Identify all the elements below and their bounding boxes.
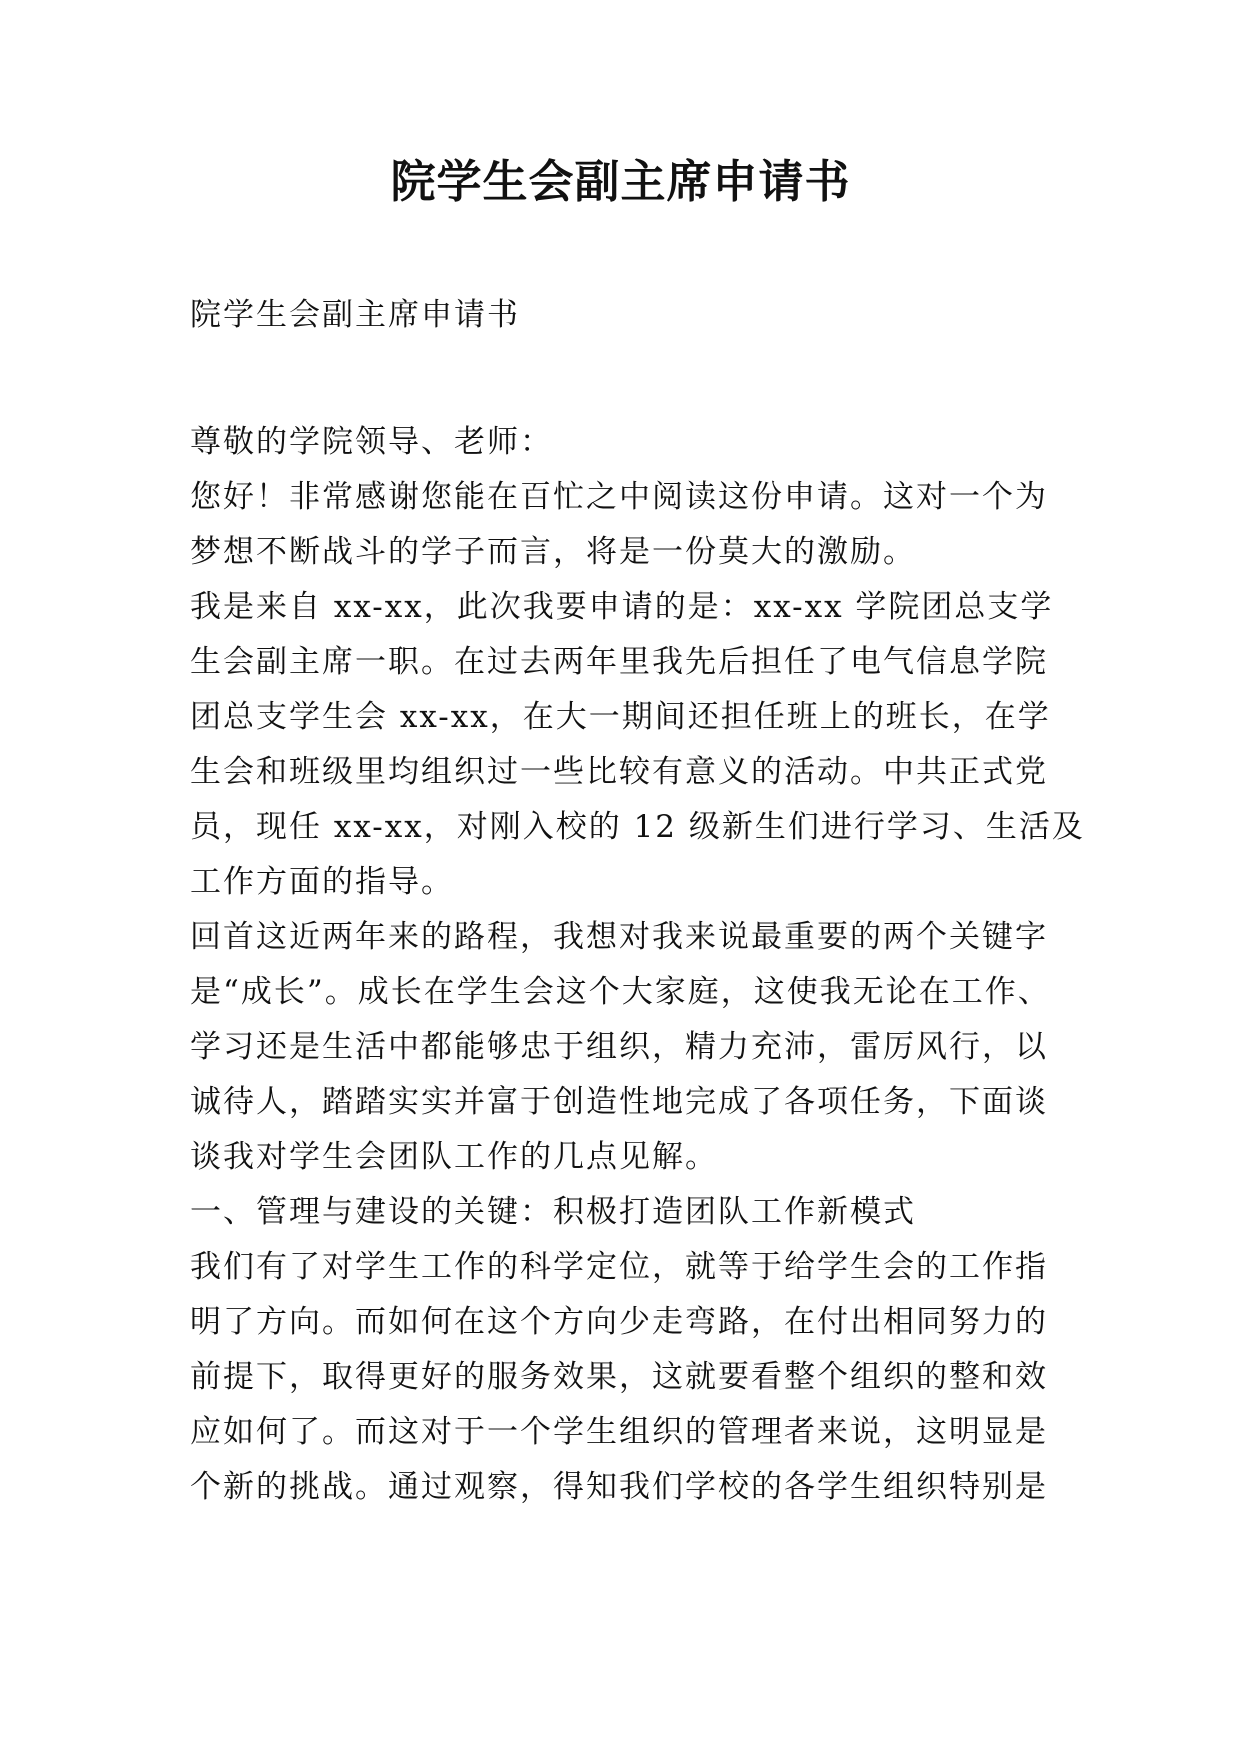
body-line: 是“成长”。成长在学生会这个大家庭，这使我无论在工作、 bbox=[190, 974, 1051, 1010]
salutation-line: 尊敬的学院领导、老师： bbox=[190, 424, 553, 460]
body-line: 回首这近两年来的路程，我想对我来说最重要的两个关键字 bbox=[190, 919, 1048, 955]
document-body bbox=[190, 288, 1085, 1515]
body-line: 学习还是生活中都能够忠于组织，精力充沛，雷厉风行，以 bbox=[190, 1029, 1048, 1065]
body-line: 个新的挑战。通过观察，得知我们学校的各学生组织特别是 bbox=[190, 1469, 1048, 1505]
body-line: 我是来自 xx-xx，此次我要申请的是：xx-xx 学院团总支学 bbox=[190, 589, 1054, 625]
body-line: 员，现任 xx-xx，对刚入校的 12 级新生们进行学习、生活及 bbox=[190, 809, 1085, 845]
section-heading: 一、管理与建设的关键：积极打造团队工作新模式 bbox=[190, 1194, 916, 1230]
body-line: 我们有了对学生工作的科学定位，就等于给学生会的工作指 bbox=[190, 1249, 1048, 1285]
body-line: 明了方向。而如何在这个方向少走弯路，在付出相同努力的 bbox=[190, 1304, 1048, 1340]
body-line: 工作方面的指导。 bbox=[190, 864, 454, 900]
body-line: 生会副主席一职。在过去两年里我先后担任了电气信息学院 bbox=[190, 644, 1048, 680]
body-line: 生会和班级里均组织过一些比较有意义的活动。中共正式党 bbox=[190, 754, 1048, 790]
body-line: 您好！非常感谢您能在百忙之中阅读这份申请。这对一个为 bbox=[190, 479, 1048, 515]
body-line: 应如何了。而这对于一个学生组织的管理者来说，这明显是 bbox=[190, 1414, 1048, 1450]
body-line: 团总支学生会 xx-xx，在大一期间还担任班上的班长，在学 bbox=[190, 699, 1051, 735]
body-line: 前提下，取得更好的服务效果，这就要看整个组织的整和效 bbox=[190, 1359, 1048, 1395]
body-line: 梦想不断战斗的学子而言，将是一份莫大的激励。 bbox=[190, 534, 916, 570]
document-subtitle: 院学生会副主席申请书 bbox=[190, 297, 520, 333]
body-line: 诚待人，踏踏实实并富于创造性地完成了各项任务，下面谈 bbox=[190, 1084, 1048, 1120]
body-line: 谈我对学生会团队工作的几点见解。 bbox=[190, 1139, 718, 1175]
document-title: 院学生会副主席申请书 bbox=[390, 155, 851, 208]
